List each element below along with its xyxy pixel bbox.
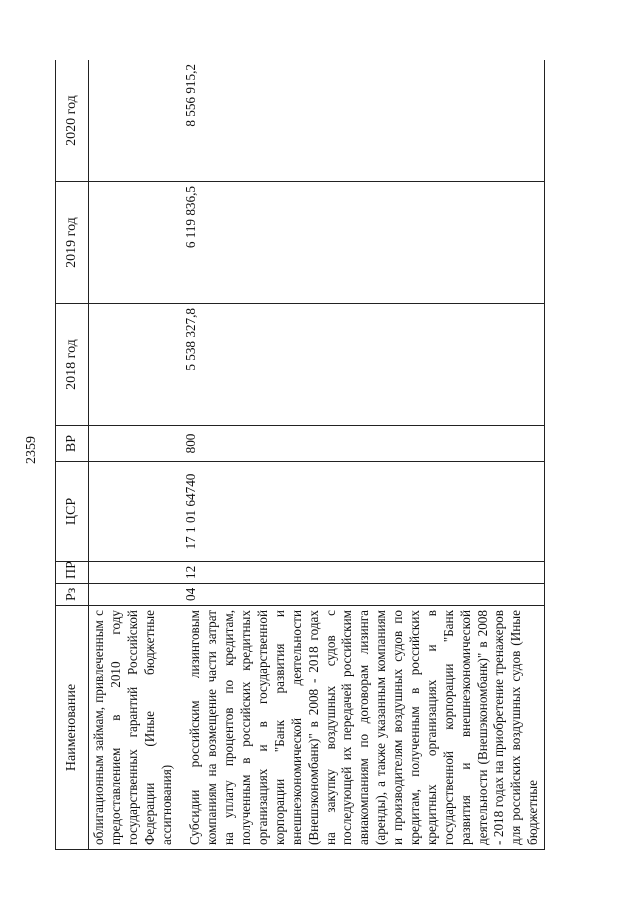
table-row [89,60,182,850]
header-csr: ЦСР [56,462,89,562]
header-name: Наименование [56,606,89,850]
row-pr: 12 [181,562,544,584]
row-pr [89,562,182,584]
row-csr: 17 1 01 64740 [181,462,544,562]
row-2020 [89,60,182,182]
row-rz: 04 [181,584,544,606]
header-2020: 2020 год [56,60,89,182]
row-2018: 5 538 327,8 [181,304,544,426]
row-vr: 800 [181,426,544,462]
budget-table [55,60,545,850]
header-rz: Рз [56,584,89,606]
header-pr: ПР [56,562,89,584]
landscape-page [55,60,600,850]
row-rz [89,584,182,606]
table-row [181,60,544,850]
page-number: 2359 [24,436,39,464]
header-vr: ВР [56,426,89,462]
row-2018 [89,304,182,426]
row-vr [89,426,182,462]
row-name: Субсидии российским лизинговым компаниям на возмещение части затрат на уплату процентов по кредитам, полученным в российских кредитных организациях и в государственной корпорации "Банк развития и внешнеэкономической деятельности (Внешэкономбанк)" в 2008 - 2018 годах на закупку воздушных судов с последующей их передачей российским авиакомпаниям по договорам лизинга (аренды), а также указанным компаниям и производителям воздушных судов по кредитам, полученным в российских кредитных организациях и в государственной корпорации "Банк развития и внешнеэкономической деятельности (Внешэкономбанк)" в 2008 - 2018 годах на приобретение тренажеров для российских воздушных судов (Иные бюджетные [181,606,544,850]
row-2019: 6 119 836,5 [181,182,544,304]
row-csr [89,462,182,562]
row-2020: 8 556 915,2 [181,60,544,182]
header-2019: 2019 год [56,182,89,304]
row-2019 [89,182,182,304]
table-frame [55,60,600,850]
row-name: облигационным займам, привлеченным с предоставлением в 2010 году государственных гарантий Российской Федерации (Иные бюджетные ассигнования) [89,606,182,850]
table-header-row [56,60,89,850]
header-2018: 2018 год [56,304,89,426]
